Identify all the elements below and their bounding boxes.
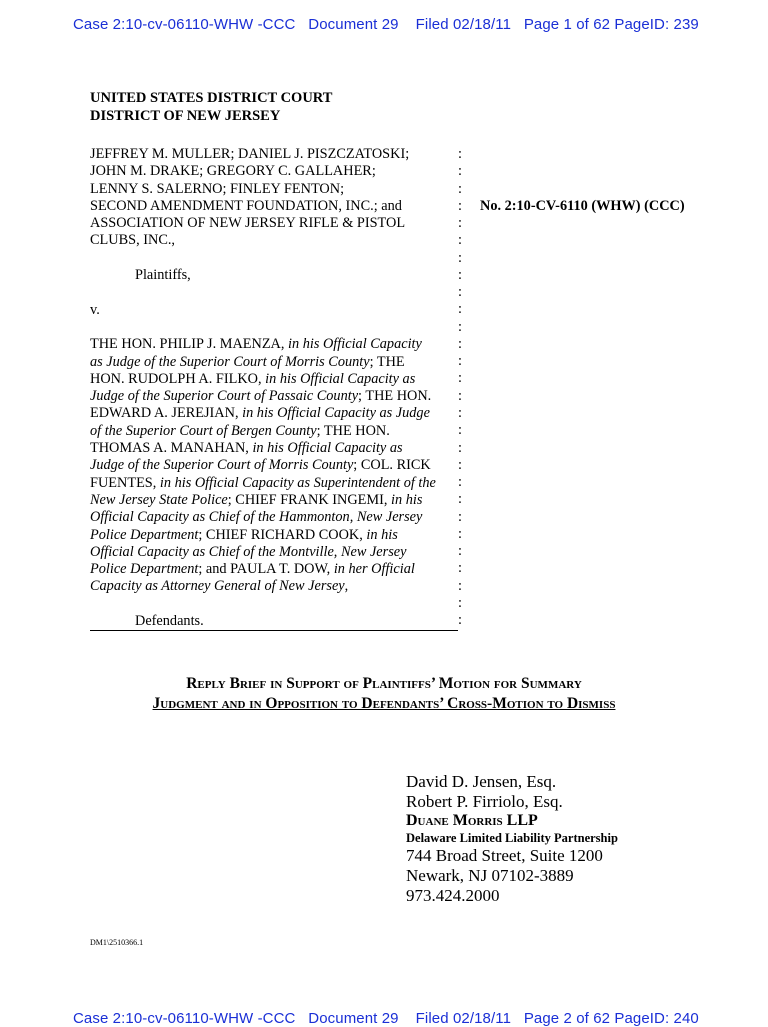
defendant-line [90, 354, 458, 371]
caption-colon: : [458, 594, 462, 611]
law-firm-name: Duane Morris LLP [406, 812, 538, 829]
versus-label: v. [90, 301, 100, 318]
plaintiff-line: ASSOCIATION OF NEW JERSEY RIFLE & PISTOL [90, 215, 406, 232]
defendant-capacity-text: as Judge of the Superior Court of Morris County [90, 353, 370, 370]
next-page-header-case-info: Case 2:10-cv-06110-WHW -CCC Document 29 Filed 02/18/11 Page 2 of 62 PageID: 240 [73, 1010, 699, 1027]
defendant-capacity-text: Judge of the Superior Court of Morris County [90, 457, 354, 474]
defendant-line [90, 405, 458, 422]
attorney-name-1: David D. Jensen, Esq. [406, 772, 557, 791]
defendant-capacity-text: Official Capacity as Chief of the Montville, New Jersey [90, 543, 407, 560]
firm-address-1: 744 Broad Street, Suite 1200 [406, 846, 603, 865]
brief-title-line-2: Judgment and in Opposition to Defendants’ Cross-Motion to Dismiss [152, 695, 616, 712]
caption-colon: : [458, 543, 462, 560]
defendant-name-text: EDWARD A. JEREJIAN, [90, 405, 243, 422]
caption-colon: : [458, 577, 462, 594]
defendant-capacity-text: in his Official Capacity as Judge [242, 405, 430, 422]
defendant-name-text: HON. RUDOLPH A. FILKO, [90, 370, 266, 387]
plaintiffs-label: Plaintiffs, [135, 267, 191, 284]
caption-colon: : [458, 353, 462, 370]
court-name [90, 90, 332, 125]
caption-colon-column [458, 146, 468, 629]
defendant-line [90, 457, 458, 474]
caption-colon: : [458, 422, 462, 439]
defendant-line [90, 492, 458, 509]
defendant-capacity-text: Police Department [90, 561, 199, 578]
law-firm-type: Delaware Limited Liability Partnership [406, 831, 618, 845]
docket-number: No. 2:10-CV-6110 (WHW) (CCC) [480, 198, 685, 214]
plaintiff-line: LENNY S. SALERNO; FINLEY FENTON; [90, 180, 345, 197]
plaintiff-line: CLUBS, INC., [90, 232, 175, 249]
defendant-line [90, 440, 458, 457]
defendant-name-text: ; THE [369, 353, 405, 370]
defendant-line [90, 544, 458, 561]
defendant-name-text: ; THE HON. [316, 422, 390, 439]
caption-spacer [90, 596, 458, 613]
defendant-capacity-text: in his Official Capacity as Superintendent of the [159, 474, 436, 491]
defendant-name-text: THE HON. PHILIP J. MAENZA, [90, 336, 289, 353]
defendant-capacity-text: in his Official Capacity [288, 336, 422, 353]
caption-colon: : [458, 284, 462, 301]
defendant-capacity-text: in his [391, 491, 423, 508]
brief-title [60, 674, 708, 714]
defendant-capacity-text: in his Official Capacity as [252, 440, 403, 457]
firm-address-2: Newark, NJ 07102-3889 [406, 866, 574, 885]
defendant-line [90, 336, 458, 353]
counsel-block [406, 772, 618, 906]
caption-colon: : [458, 197, 462, 214]
defendant-name-text: , [344, 578, 349, 595]
defendant-capacity-text: in his Official Capacity as [265, 370, 416, 387]
caption-colon: : [458, 387, 462, 404]
defendant-capacity-text: Police Department [90, 526, 199, 543]
defendant-line [90, 371, 458, 388]
plaintiff-line: JOHN M. DRAKE; GREGORY C. GALLAHER; [90, 163, 376, 180]
defendant-name-text: THOMAS A. MANAHAN, [90, 440, 253, 457]
caption-colon: : [458, 612, 462, 629]
defendant-capacity-text: Judge of the Superior Court of Passaic County [90, 388, 359, 405]
defendant-capacity-text: New Jersey State Police [90, 491, 228, 508]
defendant-capacity-text: Official Capacity as Chief of the Hammonton, New Jersey [90, 509, 423, 526]
defendant-line [90, 509, 458, 526]
court-line-2: DISTRICT OF NEW JERSEY [90, 107, 281, 124]
caption-colon: : [458, 560, 462, 577]
defendant-name-text: ; and PAULA T. DOW, [198, 561, 334, 578]
caption-colon: : [458, 232, 462, 249]
page-header-case-info: Case 2:10-cv-06110-WHW -CCC Document 29 Filed 02/18/11 Page 1 of 62 PageID: 239 [73, 16, 699, 33]
defendant-line [90, 561, 458, 578]
caption-colon: : [458, 491, 462, 508]
plaintiff-line: JEFFREY M. MULLER; DANIEL J. PISZCZATOSKI; [90, 146, 410, 162]
caption-colon: : [458, 370, 462, 387]
plaintiff-line: SECOND AMENDMENT FOUNDATION, INC.; and [90, 197, 402, 214]
defendant-line [90, 423, 458, 440]
caption-spacer [90, 319, 458, 336]
caption-colon: : [458, 249, 462, 266]
defendant-capacity-text: of the Superior Court of Bergen County [90, 422, 317, 439]
document-id: DM1\2510366.1 [90, 938, 144, 947]
defendant-line [90, 527, 458, 544]
firm-phone: 973.424.2000 [406, 886, 500, 905]
caption-colon: : [458, 215, 462, 232]
caption-colon: : [458, 301, 462, 318]
caption-rule [90, 630, 458, 631]
defendant-name-text: FUENTES, [90, 474, 160, 491]
caption-colon: : [458, 318, 462, 335]
caption-colon: : [458, 180, 462, 197]
defendant-capacity-text: Capacity as Attorney General of New Jersey [90, 578, 345, 595]
defendant-line [90, 388, 458, 405]
defendant-line [90, 578, 458, 595]
caption-colon: : [458, 439, 462, 456]
caption-colon: : [458, 456, 462, 473]
defendant-name-text: ; COL. RICK [353, 457, 431, 474]
caption-colon: : [458, 508, 462, 525]
caption-colon: : [458, 474, 462, 491]
caption-spacer [90, 250, 458, 267]
caption-colon: : [458, 266, 462, 283]
caption-colon: : [458, 525, 462, 542]
attorney-name-2: Robert P. Firriolo, Esq. [406, 792, 563, 811]
defendant-capacity-text: in his [366, 526, 398, 543]
defendant-name-text: ; THE HON. [358, 388, 432, 405]
defendants-label: Defendants. [135, 613, 204, 630]
defendant-capacity-text: in her Official [333, 561, 415, 578]
defendant-name-text: ; CHIEF RICHARD COOK, [198, 526, 367, 543]
brief-title-line-1: Reply Brief in Support of Plaintiffs’ Motion for Summary [186, 675, 582, 692]
caption-colon: : [458, 335, 462, 352]
caption-spacer [90, 284, 458, 301]
defendant-line [90, 475, 458, 492]
caption-colon: : [458, 146, 462, 162]
caption-colon: : [458, 163, 462, 180]
court-line-1: UNITED STATES DISTRICT COURT [90, 90, 333, 106]
case-caption-parties [90, 146, 458, 630]
defendant-name-text: ; CHIEF FRANK INGEMI, [227, 491, 391, 508]
caption-colon: : [458, 404, 462, 421]
